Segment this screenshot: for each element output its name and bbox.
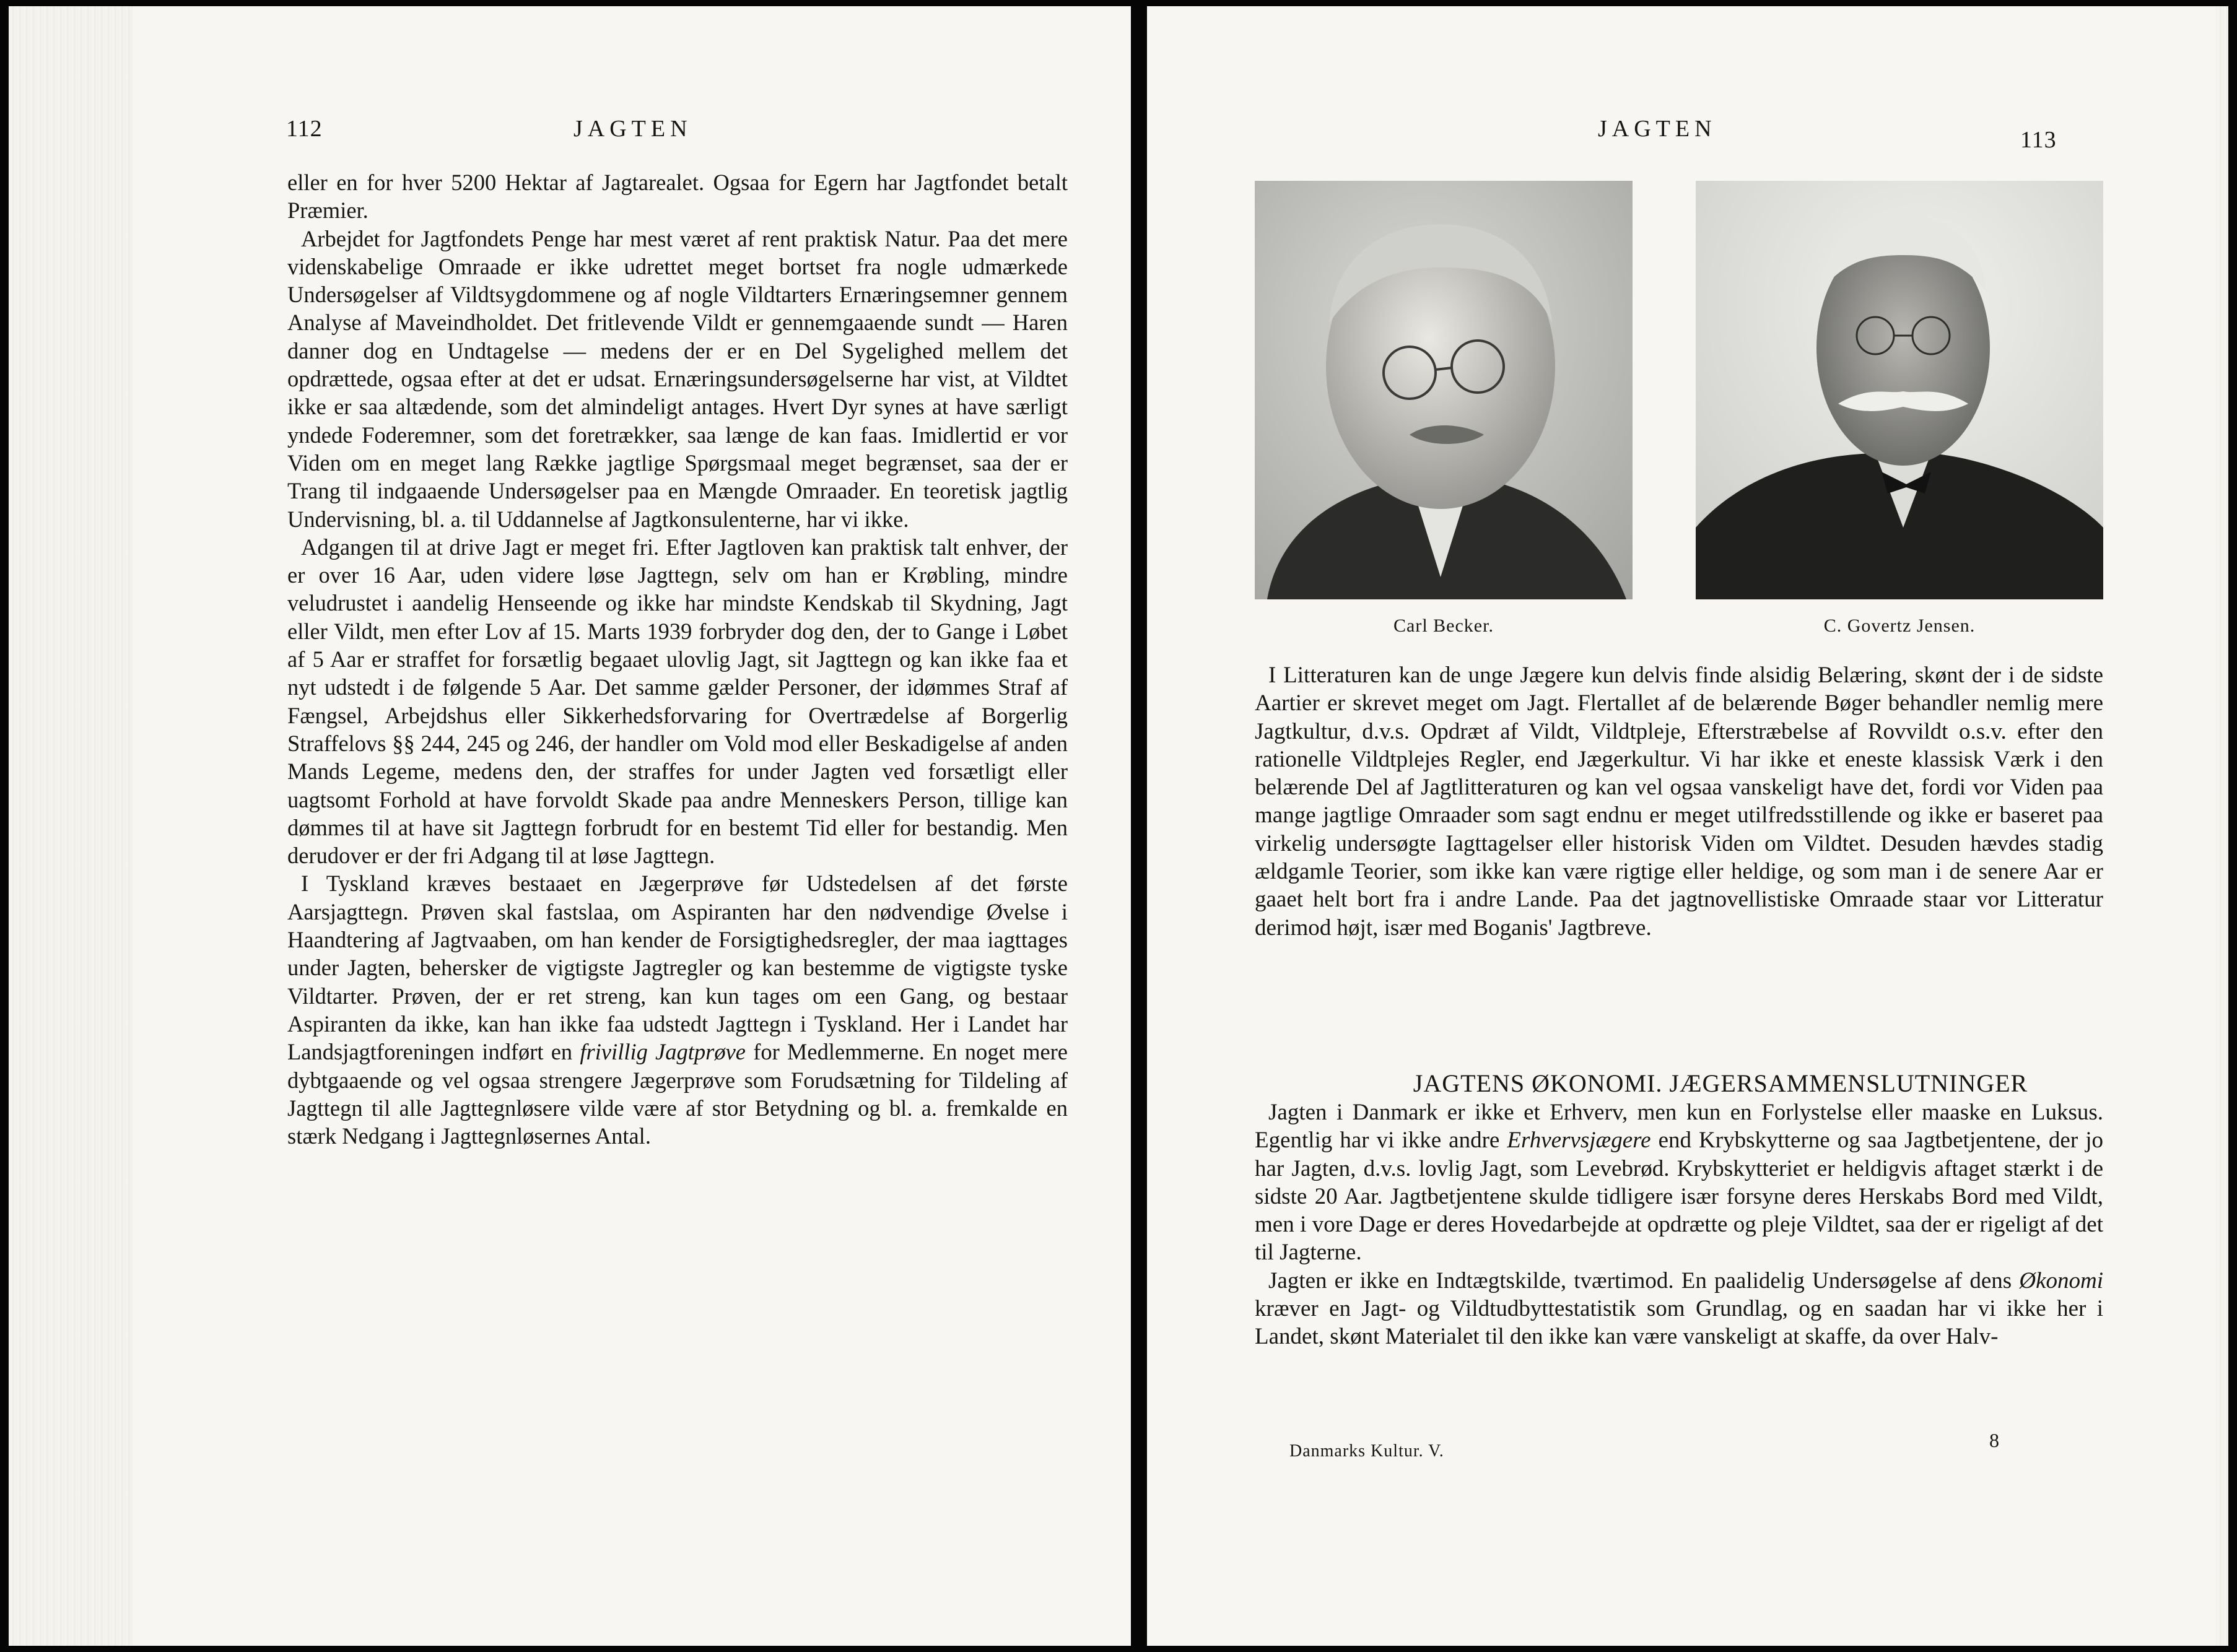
page-edge-texture (9, 6, 133, 1646)
left-page (9, 6, 1131, 1646)
portrait-image-govertz-jensen (1696, 181, 2103, 599)
right-page (1147, 6, 2228, 1646)
running-head-right: JAGTEN (1598, 116, 1717, 142)
italic-term: frivillig Jagtprøve (580, 1039, 746, 1065)
paragraph (1255, 1267, 2103, 1351)
page-edge-texture (2216, 6, 2228, 1646)
italic-term: Økonomi (2019, 1267, 2103, 1293)
paragraph: Adgangen til at drive Jagt er meget fri. Efter Jagtloven kan praktisk talt enhver, der er over 16 Aar, uden videre løse Jagttegn, selv om han er Krøbling, mindre veludrustet i aandelig Henseende og ikke har mindste Kendskab til Skydning, Jagt eller Vildt, men efter Lov af 15. Marts 1939 forbryder dog den, der to Gange i Løbet af 5 Aar er straffet for forsætlig begaaet ulovlig Jagt, sit Jagttegn og kan ikke faa et nyt udstedt i de følgende 5 Aar. Det samme gælder Personer, der idømmes Straf af Fængsel, Arbejdshus eller Sikkerhedsforvaring for Overtrædelse af Borgerlig Straffelovs §§ 244, 245 og 246, der handler om Vold mod eller Beskadigelse af anden Mands Legeme, medens den, der straffes for under Jagten ved forsætligt eller uagtsomt Forhold at have forvoldt Skade paa andre Menneskers Person, tillige kan dømmes til at have sit Jagttegn forbrudt for en bestemt Tid eller for bestandig. Men derudover er der fri Adgang til at løse Jagttegn. (287, 534, 1068, 869)
portrait-caption: Carl Becker. (1393, 615, 1494, 636)
portrait-image-carl-becker (1255, 181, 1633, 599)
section-heading: JAGTENS ØKONOMI. JÆGERSAMMENSLUTNINGER (1413, 1069, 2028, 1097)
paragraph: Arbejdet for Jagtfondets Penge har mest været af rent praktisk Natur. Paa det mere videnskabelige Omraade er ikke udrettet meget bortset fra nogle udmærkede Undersøgelser af Vildtsygdommene og af nogle Vildtarters Ernæringsemner gennem Analyse af Maveindholdet. Det fritlevende Vildt er gennemgaaende sundt — Haren danner dog en Undtagelse — medens der er en Del Sygelighed mellem det opdrættede, ogsaa efter at det er udsat. Ernæringsundersøgelserne har vist, at Vildtet ikke er saa altædende, som det almindeligt antages. Hvert Dyr synes at have særligt yndede Foderemner, som det foretrækker, saa længe de kan faas. Imidlertid er vor Viden om en meget lang Række jagtlige Spørgsmaal meget begrænset, saa der er Trang til indgaaende Undersøgelser paa en Mængde Omraader. En teoretisk jagtlig Undervisning, bl. a. til Uddannelse af Jagtkonsulenterne, har vi ikke. (287, 225, 1068, 532)
paragraph-text: end Krybskytterne og saa Jagtbetjentene, der jo har Jagten, d.v.s. lovlig Jagt, som Levebrød. Krybskytteriet er heldigvis aftaget stærkt i de sidste 20 Aar. Jagtbetjentene skulde tidligere især forsyne deres Herskabs Bord med Vildt, men i vore Dage er deres Hovedarbejde at opdrætte og pleje Vildtet, saa der er rigeligt af det til Jagterne. (1255, 1128, 2103, 1266)
paragraph-text: I Tyskland kræves bestaaet en Jægerprøve før Udstedelsen af det første Aarsjagttegn. Prøven skal fastslaa, om Aspiranten har den nødvendige Øvelse i Haandtering af Jagtvaaben, om han kender de Forsigtighedsregler, der maa iagttages under Jagten, behersker de vigtigste Jagtregler og kan bestemme de vigtigste tyske Vildtarter. Prøven, der er ret streng, kan kun tages om een Gang, og bestaar Aspiranten da ikke, kan han ikke faa udstedt Jagttegn i Tyskland. Her i Landet har Landsjagtforeningen indført en (287, 871, 1068, 1065)
paragraph: eller en for hver 5200 Hektar af Jagtarealet. Ogsaa for Egern har Jagtfondet betalt Præmier. (287, 170, 1068, 224)
footer-title: Danmarks Kultur. V. (1289, 1441, 1444, 1461)
page-number-right: 113 (2020, 127, 2057, 153)
right-body-text-top (1255, 661, 2103, 942)
right-body-text-bottom (1255, 1098, 2103, 1351)
paragraph: I Litteraturen kan de unge Jægere kun delvis finde alsidig Belæring, skønt der i de sidste Aartier er skrevet meget om Jagt. Flertallet af de belærende Bøger behandler nemlig mere Jagtkultur, d.v.s. Opdræt af Vildt, Vildtpleje, Efterstræbelse af Rovvildt o.s.v. efter den rationelle Vildtplejes Regler, end Jægerkultur. Vi har ikke et eneste klassisk Værk i den belærende Del af Jagtlitteraturen og kan vel ogsaa vanskeligt have det, fordi vor Viden paa mange jagtlige Omraader som sagt endnu er meget utilfredsstillende og ikke er baseret paa virkelig undersøgte Iagttagelser eller historisk Viden om Vildtet. Desuden hævdes stadig ældgamle Teorier, som ikke kan være rigtige eller heldige, og som man i de senere Aar er gaaet helt bort fra i andre Lande. Paa det jagtnovellistiske Omraade staar vor Litteratur derimod højt, især med Boganis' Jagtbreve. (1255, 663, 2103, 941)
paragraph (287, 869, 1068, 1150)
portrait-photo (1255, 181, 1633, 599)
paragraph-text: Jagten er ikke en Indtægtskilde, tværtimod. En paalidelig Undersøgelse af dens (1268, 1267, 2020, 1293)
signature-mark: 8 (1989, 1429, 1999, 1451)
running-head-left: JAGTEN (573, 116, 692, 142)
paragraph-text: Jagten i Danmark er ikke et Erhverv, men kun en Forlystelse eller maaske en Luksus. Egentlig har vi ikke andre (1255, 1100, 2103, 1154)
left-body-text (287, 168, 1068, 1150)
paragraph (1255, 1098, 2103, 1267)
page-number-left: 112 (286, 116, 323, 142)
portrait-photo (1696, 181, 2103, 599)
portrait-caption: C. Govertz Jensen. (1823, 615, 1976, 636)
italic-term: Erhvervsjægere (1507, 1128, 1651, 1154)
paragraph-text: for Medlemmerne. En noget mere dybtgaaende og vel ogsaa strengere Jægerprøve som Forudsætning for Tildeling af Jagttegn til alle Jagttegnløsere vilde være af stor Betydning og bl. a. fremkalde en stærk Nedgang i Jagttegnløsernes Antal. (287, 1039, 1068, 1149)
paragraph-text: kræver en Jagt- og Vildtudbyttestatistik som Grundlag, og en saadan har vi ikke her i Landet, skønt Materialet til den ikke kan være vanskeligt at skaffe, da over Halv- (1255, 1296, 2103, 1350)
